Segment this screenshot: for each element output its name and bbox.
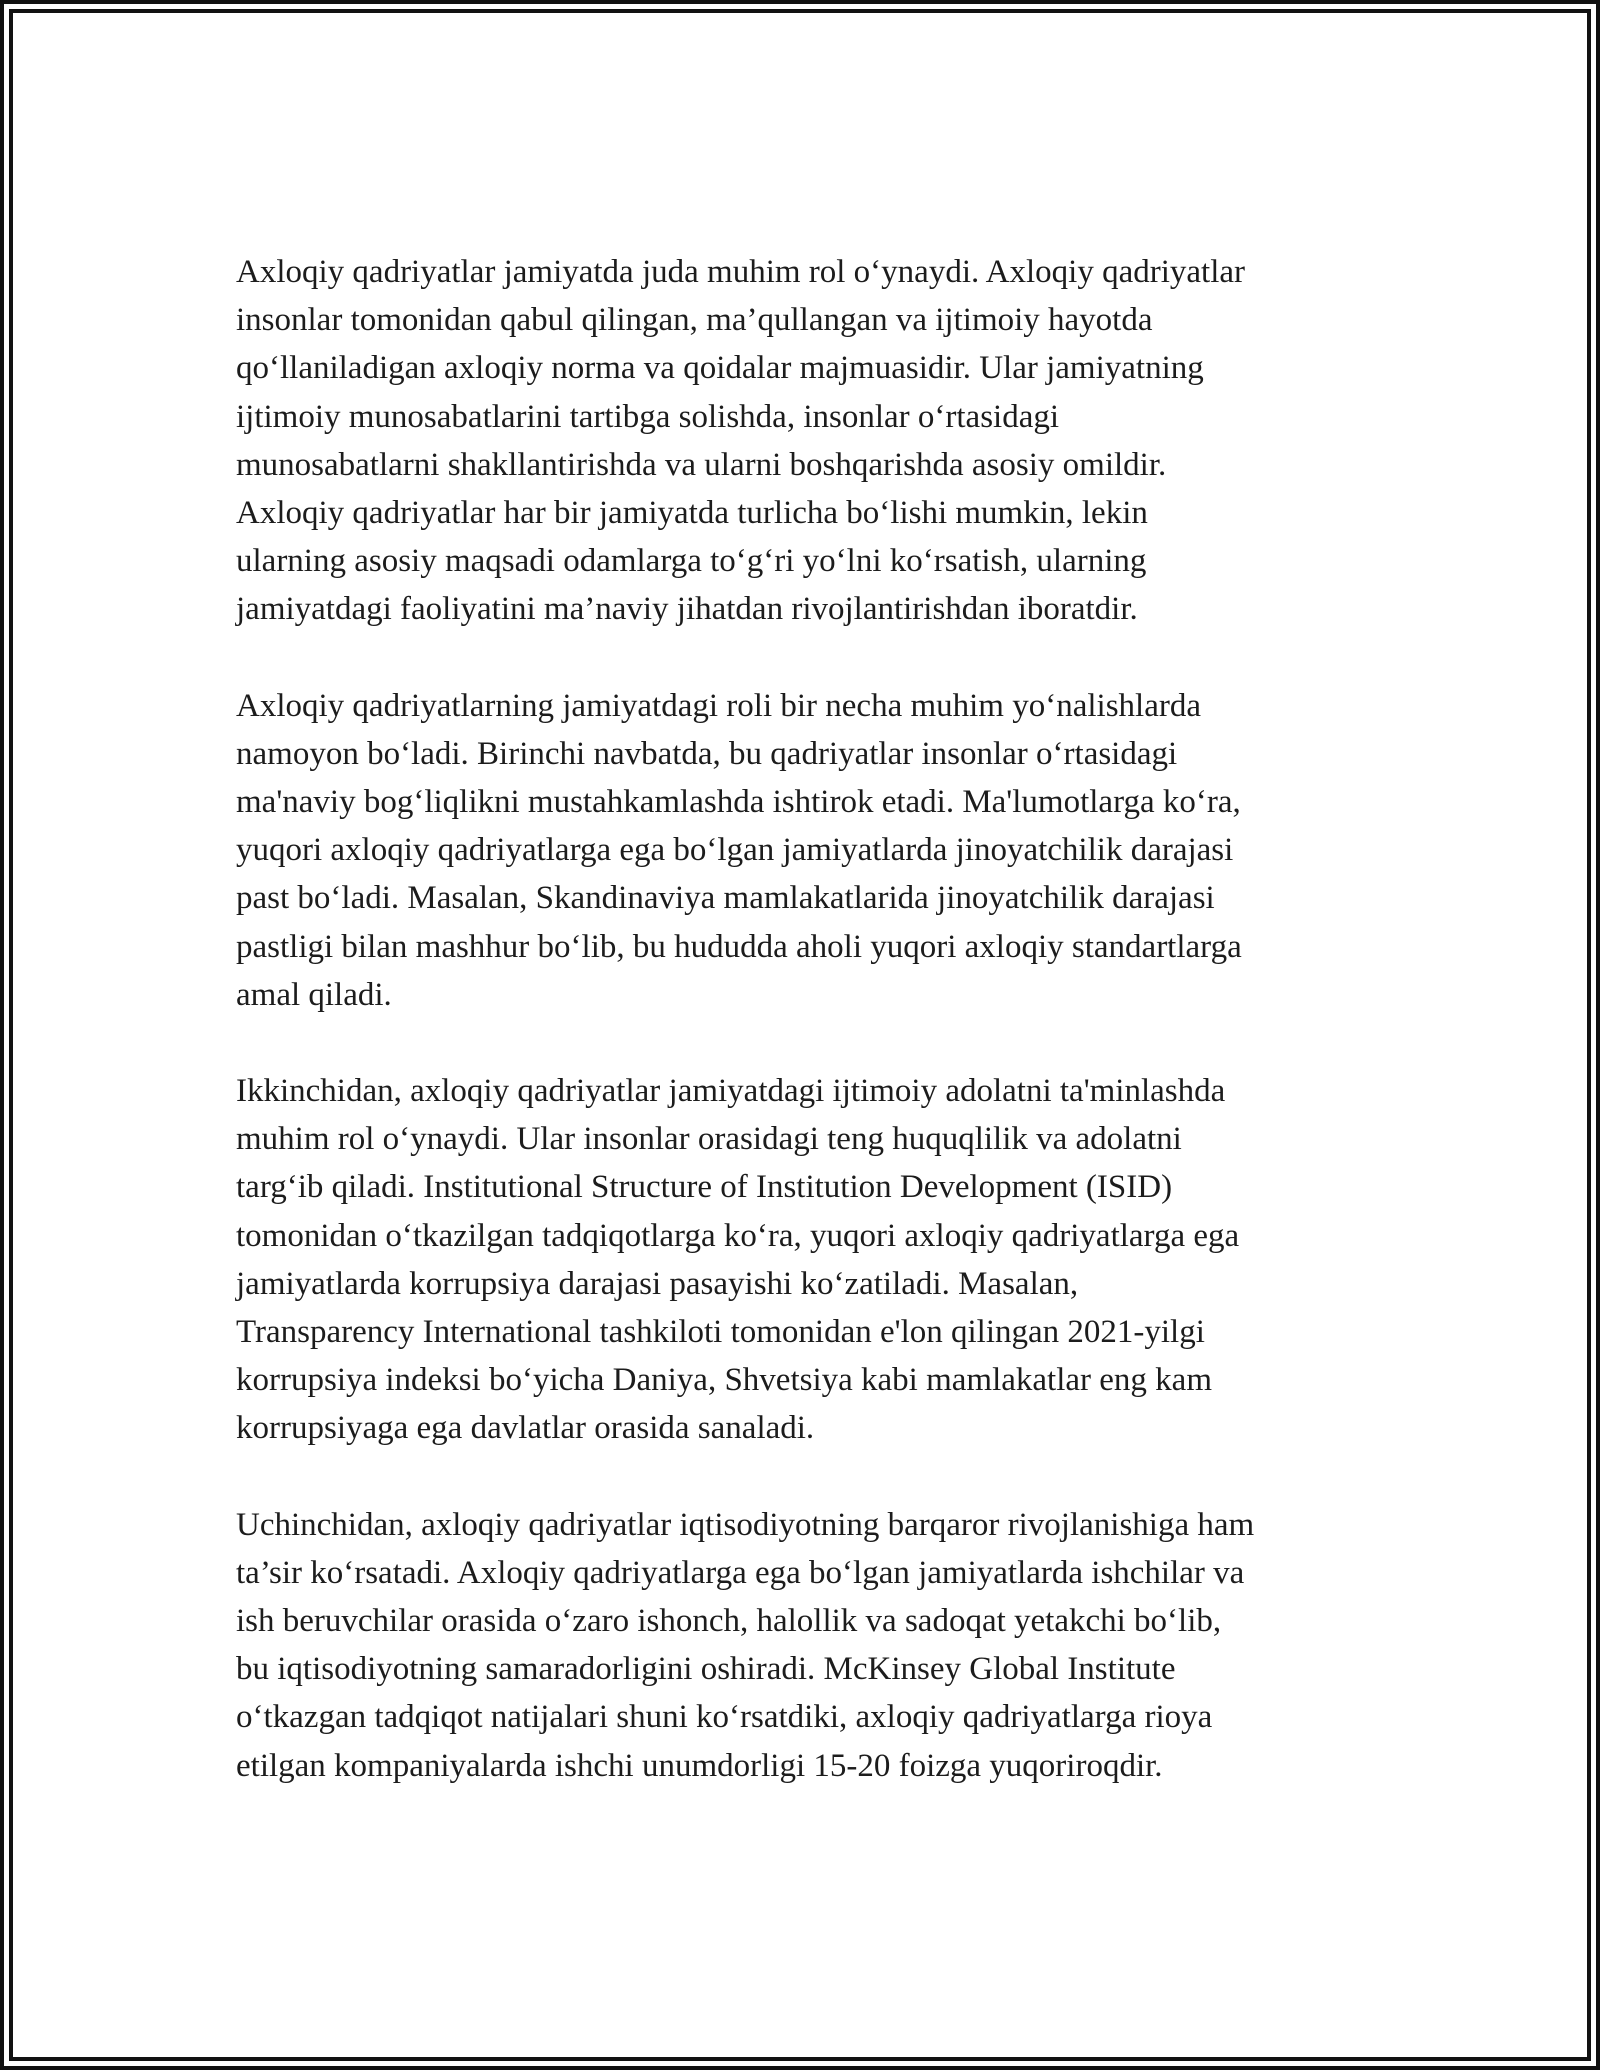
text-line: Transparency International tashkiloti tomonidan e'lon qilingan 2021-yilgi (236, 1314, 1205, 1351)
text-line: etilgan kompaniyalarda ishchi unumdorligi 15-20 foizga yuqoriroqdir. (236, 1747, 1163, 1784)
text-line: munosabatlarni shakllantirishda va ularni boshqarishda asosiy omildir. (236, 446, 1167, 483)
text-line: targ‘ib qiladi. Institutional Structure of Institution Development (ISID) (236, 1169, 1173, 1206)
text-line: insonlar tomonidan qabul qilingan, ma’qullangan va ijtimoiy hayotda (236, 302, 1153, 339)
text-line: yuqori axloqiy qadriyatlarga ega bo‘lgan jamiyatlarda jinoyatchilik darajasi (236, 832, 1234, 869)
text-line: qo‘llaniladigan axloqiy norma va qoidalar majmuasidir. Ular jamiyatning (236, 350, 1204, 387)
paragraph-4 (236, 1501, 1376, 1790)
text-line: amal qiladi. (236, 976, 392, 1013)
text-line: tomonidan o‘tkazilgan tadqiqotlarga ko‘ra, yuqori axloqiy qadriyatlarga ega (236, 1217, 1240, 1254)
text-line: o‘tkazgan tadqiqot natijalari shuni ko‘rsatdiki, axloqiy qadriyatlarga rioya (236, 1699, 1213, 1736)
text-line: ularning asosiy maqsadi odamlarga to‘g‘ri yo‘lni ko‘rsatish, ularning (236, 543, 1147, 580)
paragraph-2 (236, 682, 1376, 1019)
text-line: ta’sir ko‘rsatadi. Axloqiy qadriyatlarga ega bo‘lgan jamiyatlarda ishchilar va (236, 1554, 1245, 1591)
paragraph-1 (236, 248, 1376, 634)
text-line: Axloqiy qadriyatlar har bir jamiyatda turlicha bo‘lishi mumkin, lekin (236, 495, 1148, 532)
document-body (236, 248, 1376, 1838)
text-line: Axloqiy qadriyatlarning jamiyatdagi roli bir necha muhim yo‘nalishlarda (236, 687, 1201, 724)
text-line: korrupsiya indeksi bo‘yicha Daniya, Shvetsiya kabi mamlakatlar eng kam (236, 1362, 1212, 1399)
text-line: ijtimoiy munosabatlarini tartibga solishda, insonlar o‘rtasidagi (236, 398, 1060, 435)
text-line: ish beruvchilar orasida o‘zaro ishonch, halollik va sadoqat yetakchi bo‘lib, (236, 1603, 1222, 1640)
paragraph-3 (236, 1067, 1376, 1453)
text-line: pastligi bilan mashhur bo‘lib, bu hududda aholi yuqori axloqiy standartlarga (236, 928, 1242, 965)
text-line: past bo‘ladi. Masalan, Skandinaviya mamlakatlarida jinoyatchilik darajasi (236, 880, 1215, 917)
text-line: Uchinchidan, axloqiy qadriyatlar iqtisodiyotning barqaror rivojlanishiga ham (236, 1506, 1255, 1543)
text-line: korrupsiyaga ega davlatlar orasida sanaladi. (236, 1410, 815, 1447)
text-line: namoyon bo‘ladi. Birinchi navbatda, bu qadriyatlar insonlar o‘rtasidagi (236, 735, 1178, 772)
text-line: muhim rol o‘ynaydi. Ular insonlar orasidagi teng huquqlilik va adolatni (236, 1121, 1182, 1158)
text-line: ma'naviy bog‘liqlikni mustahkamlashda ishtirok etadi. Ma'lumotlarga ko‘ra, (236, 784, 1241, 821)
text-line: Ikkinchidan, axloqiy qadriyatlar jamiyatdagi ijtimoiy adolatni ta'minlashda (236, 1073, 1226, 1110)
text-line: jamiyatlarda korrupsiya darajasi pasayishi ko‘zatiladi. Masalan, (236, 1265, 1079, 1302)
text-line: bu iqtisodiyotning samaradorligini oshiradi. McKinsey Global Institute (236, 1651, 1176, 1688)
text-line: Axloqiy qadriyatlar jamiyatda juda muhim rol o‘ynaydi. Axloqiy qadriyatlar (236, 254, 1246, 290)
text-line: jamiyatdagi faoliyatini ma’naviy jihatdan rivojlantirishdan iboratdir. (236, 591, 1138, 628)
